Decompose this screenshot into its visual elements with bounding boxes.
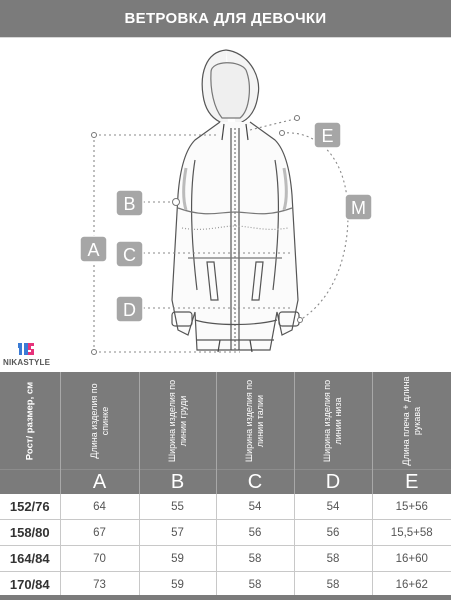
table-row <box>0 546 451 572</box>
header-col-a <box>60 372 139 470</box>
cell-d: 54 <box>294 494 372 520</box>
cell-e: 16+62 <box>372 572 451 598</box>
size-table <box>0 372 451 598</box>
letter-empty <box>0 470 60 495</box>
cell-d: 56 <box>294 520 372 546</box>
cell-a: 73 <box>60 572 139 598</box>
cell-c: 58 <box>216 572 294 598</box>
cell-b: 59 <box>139 546 216 572</box>
cell-e: 16+60 <box>372 546 451 572</box>
letter-a: A <box>60 470 139 495</box>
header-col-e <box>372 372 451 470</box>
table-header-row <box>0 372 451 470</box>
svg-text:B: B <box>123 194 136 214</box>
cell-b: 59 <box>139 572 216 598</box>
bottom-bar <box>0 595 451 600</box>
cell-a: 70 <box>60 546 139 572</box>
table-row <box>0 572 451 598</box>
table-row <box>0 520 451 546</box>
marker-c <box>116 241 143 267</box>
title-bar <box>0 0 451 37</box>
letter-e: E <box>372 470 451 495</box>
header-size <box>0 372 60 470</box>
header-col-d <box>294 372 372 470</box>
cell-c: 56 <box>216 520 294 546</box>
cell-b: 57 <box>139 520 216 546</box>
svg-text:A: A <box>87 240 100 260</box>
letter-b: B <box>139 470 216 495</box>
header-col-d-label: Ширина изделия по линии низа <box>322 379 343 462</box>
table-row <box>0 494 451 520</box>
cell-b: 55 <box>139 494 216 520</box>
cell-c: 54 <box>216 494 294 520</box>
row-size: 170/84 <box>0 572 60 598</box>
header-col-c <box>216 372 294 470</box>
header-col-b <box>139 372 216 470</box>
svg-text:C: C <box>123 245 136 265</box>
marker-d <box>116 296 143 322</box>
letter-c: C <box>216 470 294 495</box>
row-size: 152/76 <box>0 494 60 520</box>
marker-e <box>314 122 341 148</box>
row-size: 158/80 <box>0 520 60 546</box>
cell-a: 64 <box>60 494 139 520</box>
cell-d: 58 <box>294 546 372 572</box>
row-size: 164/84 <box>0 546 60 572</box>
jacket-drawing <box>172 50 299 352</box>
header-col-b-label: Ширина изделия по линии груди <box>166 379 188 462</box>
header-size-label: Рост/ размер, см <box>24 381 36 460</box>
jacket-size-illustration <box>0 38 451 372</box>
brand-logo-icon <box>6 342 46 372</box>
header-col-c-label: Ширина изделия по линии талии <box>244 379 265 462</box>
marker-b <box>116 190 143 216</box>
svg-text:M: M <box>351 198 366 218</box>
header-col-a-label: Длина изделия по спинке <box>88 382 110 459</box>
cell-a: 67 <box>60 520 139 546</box>
header-col-e-label: Длина плеча + длина рукава <box>400 375 422 466</box>
cell-d: 58 <box>294 572 372 598</box>
page-title: ВЕТРОВКА ДЛЯ ДЕВОЧКИ <box>124 10 327 27</box>
table-letter-row <box>0 470 451 495</box>
svg-text:D: D <box>123 300 136 320</box>
cell-e: 15+56 <box>372 494 451 520</box>
marker-a <box>80 236 107 262</box>
svg-text:E: E <box>321 126 334 146</box>
brand-name: NIKASTYLE <box>3 358 51 367</box>
cell-e: 15,5+58 <box>372 520 451 546</box>
letter-d: D <box>294 470 372 495</box>
cell-c: 58 <box>216 546 294 572</box>
marker-m <box>345 194 372 220</box>
